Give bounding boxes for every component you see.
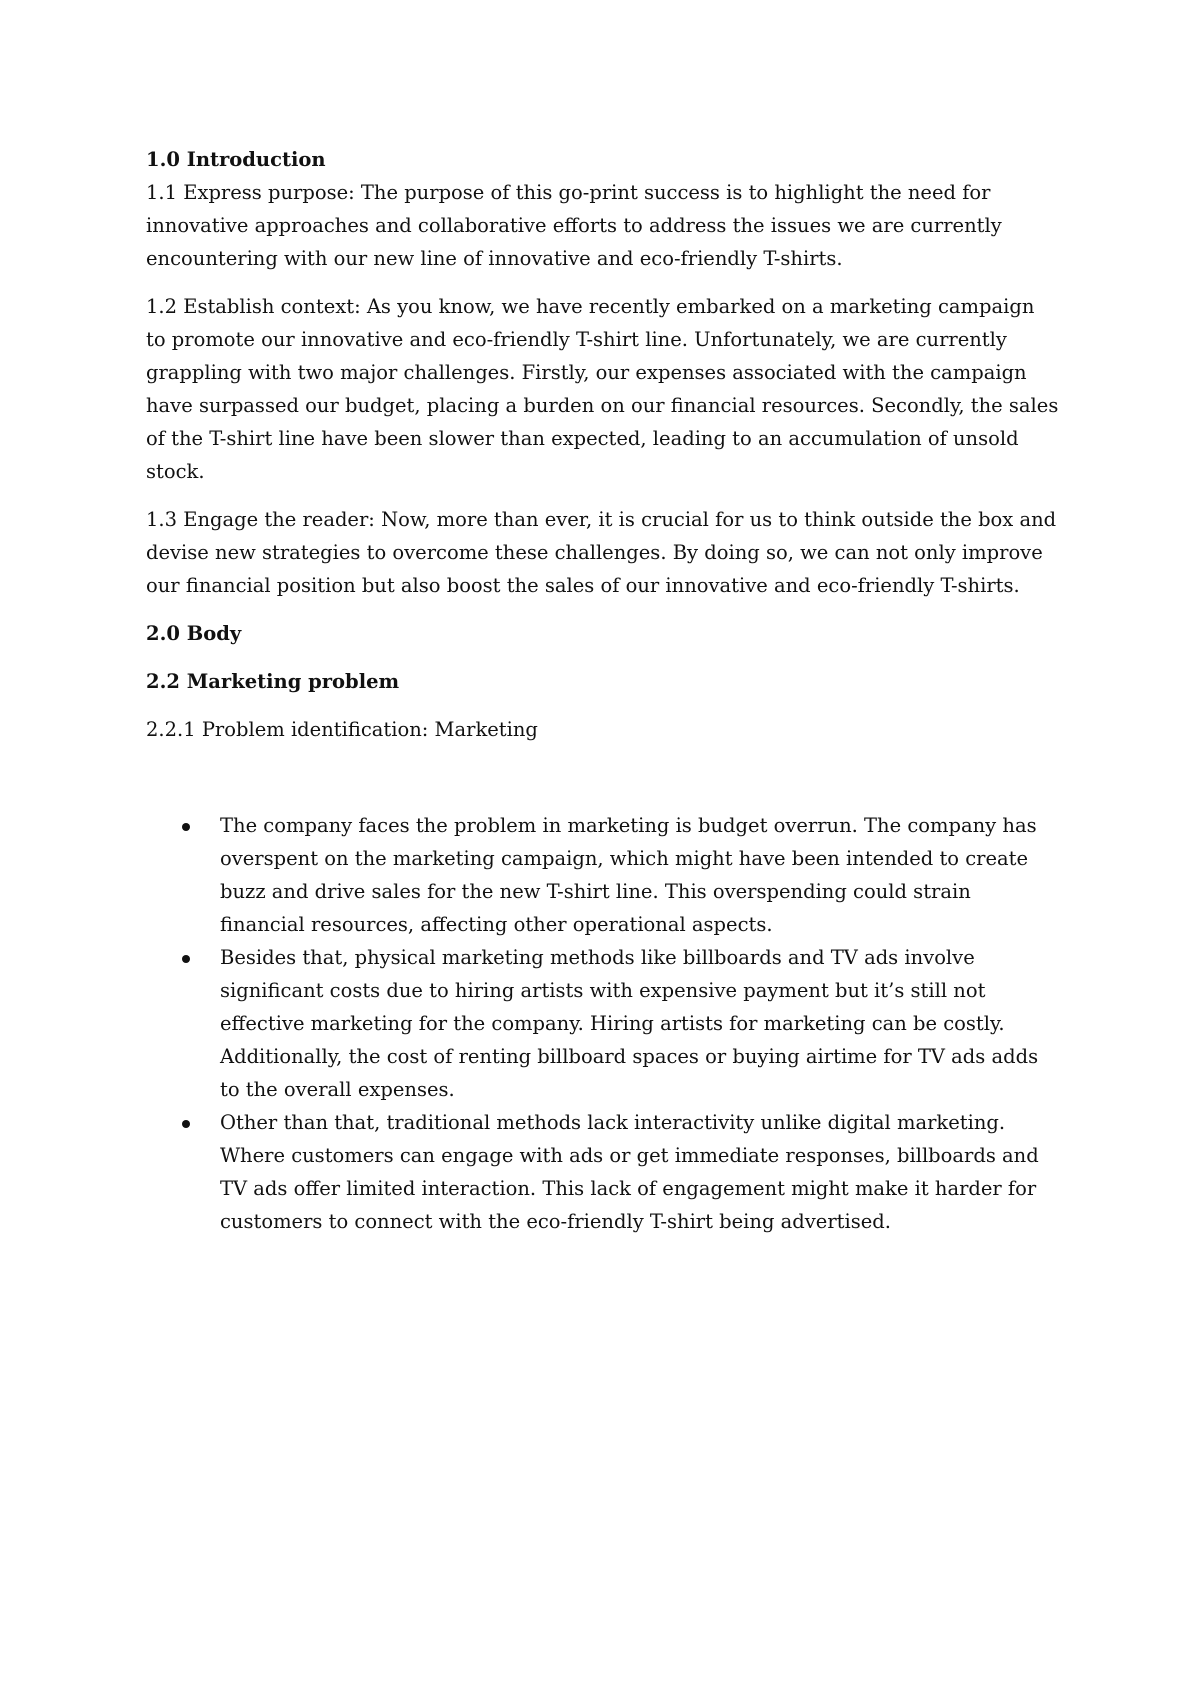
express-purpose-paragraph: 1.1 Express purpose: The purpose of this go-print success is to highlight the need for innovative approaches and collaborative efforts to address the issues we are currently encountering with our new line of innovative and eco-friendly T-shirts. bbox=[146, 181, 1002, 270]
list-item bbox=[220, 941, 1060, 1106]
bullet-icon bbox=[182, 955, 190, 963]
establish-context-paragraph: 1.2 Establish context: As you know, we have recently embarked on a marketing campaign to promote our innovative and eco-friendly T-shirt line. Unfortunately, we are currently grappling with two major challenges. Firstly, our expenses associated with the campaign have surpassed our budget, placing a burden on our financial resources. Secondly, the sales of the T-shirt line have been slower than expected, leading to an accumulation of unsold stock. bbox=[146, 295, 1059, 483]
bullet-text: The company faces the problem in marketing is budget overrun. The company has overspent on the marketing campaign, which might have been intended to create buzz and drive sales for the new T-shirt line. This overspending could strain financial resources, affecting other operational aspects. bbox=[220, 814, 1037, 936]
bullet-icon bbox=[182, 823, 190, 831]
body-heading: 2.0 Body bbox=[146, 622, 242, 645]
problem-bullet-list bbox=[146, 809, 1060, 1238]
list-item bbox=[220, 1106, 1060, 1238]
intro-heading: 1.0 Introduction bbox=[146, 148, 326, 171]
bullet-text: Other than that, traditional methods lack interactivity unlike digital marketing. Where customers can engage with ads or get immediate responses, billboards and TV ads offer limited interaction. This lack of engagement might make it harder for customers to connect with the eco-friendly T-shirt being advertised. bbox=[220, 1111, 1039, 1233]
problem-identification-line: 2.2.1 Problem identification: Marketing bbox=[146, 718, 538, 741]
engage-reader-paragraph: 1.3 Engage the reader: Now, more than ever, it is crucial for us to think outside the box and devise new strategies to overcome these challenges. By doing so, we can not only improve our financial position but also boost the sales of our innovative and eco-friendly T-shirts. bbox=[146, 508, 1057, 597]
bullet-text: Besides that, physical marketing methods like billboards and TV ads involve significant costs due to hiring artists with expensive payment but it’s still not effective marketing for the company. Hiring artists for marketing can be costly. Additionally, the cost of renting billboard spaces or buying airtime for TV ads adds to the overall expenses. bbox=[220, 946, 1039, 1101]
bullet-icon bbox=[182, 1120, 190, 1128]
blank-line bbox=[146, 761, 1060, 809]
marketing-problem-heading: 2.2 Marketing problem bbox=[146, 670, 400, 693]
list-item bbox=[220, 809, 1060, 941]
